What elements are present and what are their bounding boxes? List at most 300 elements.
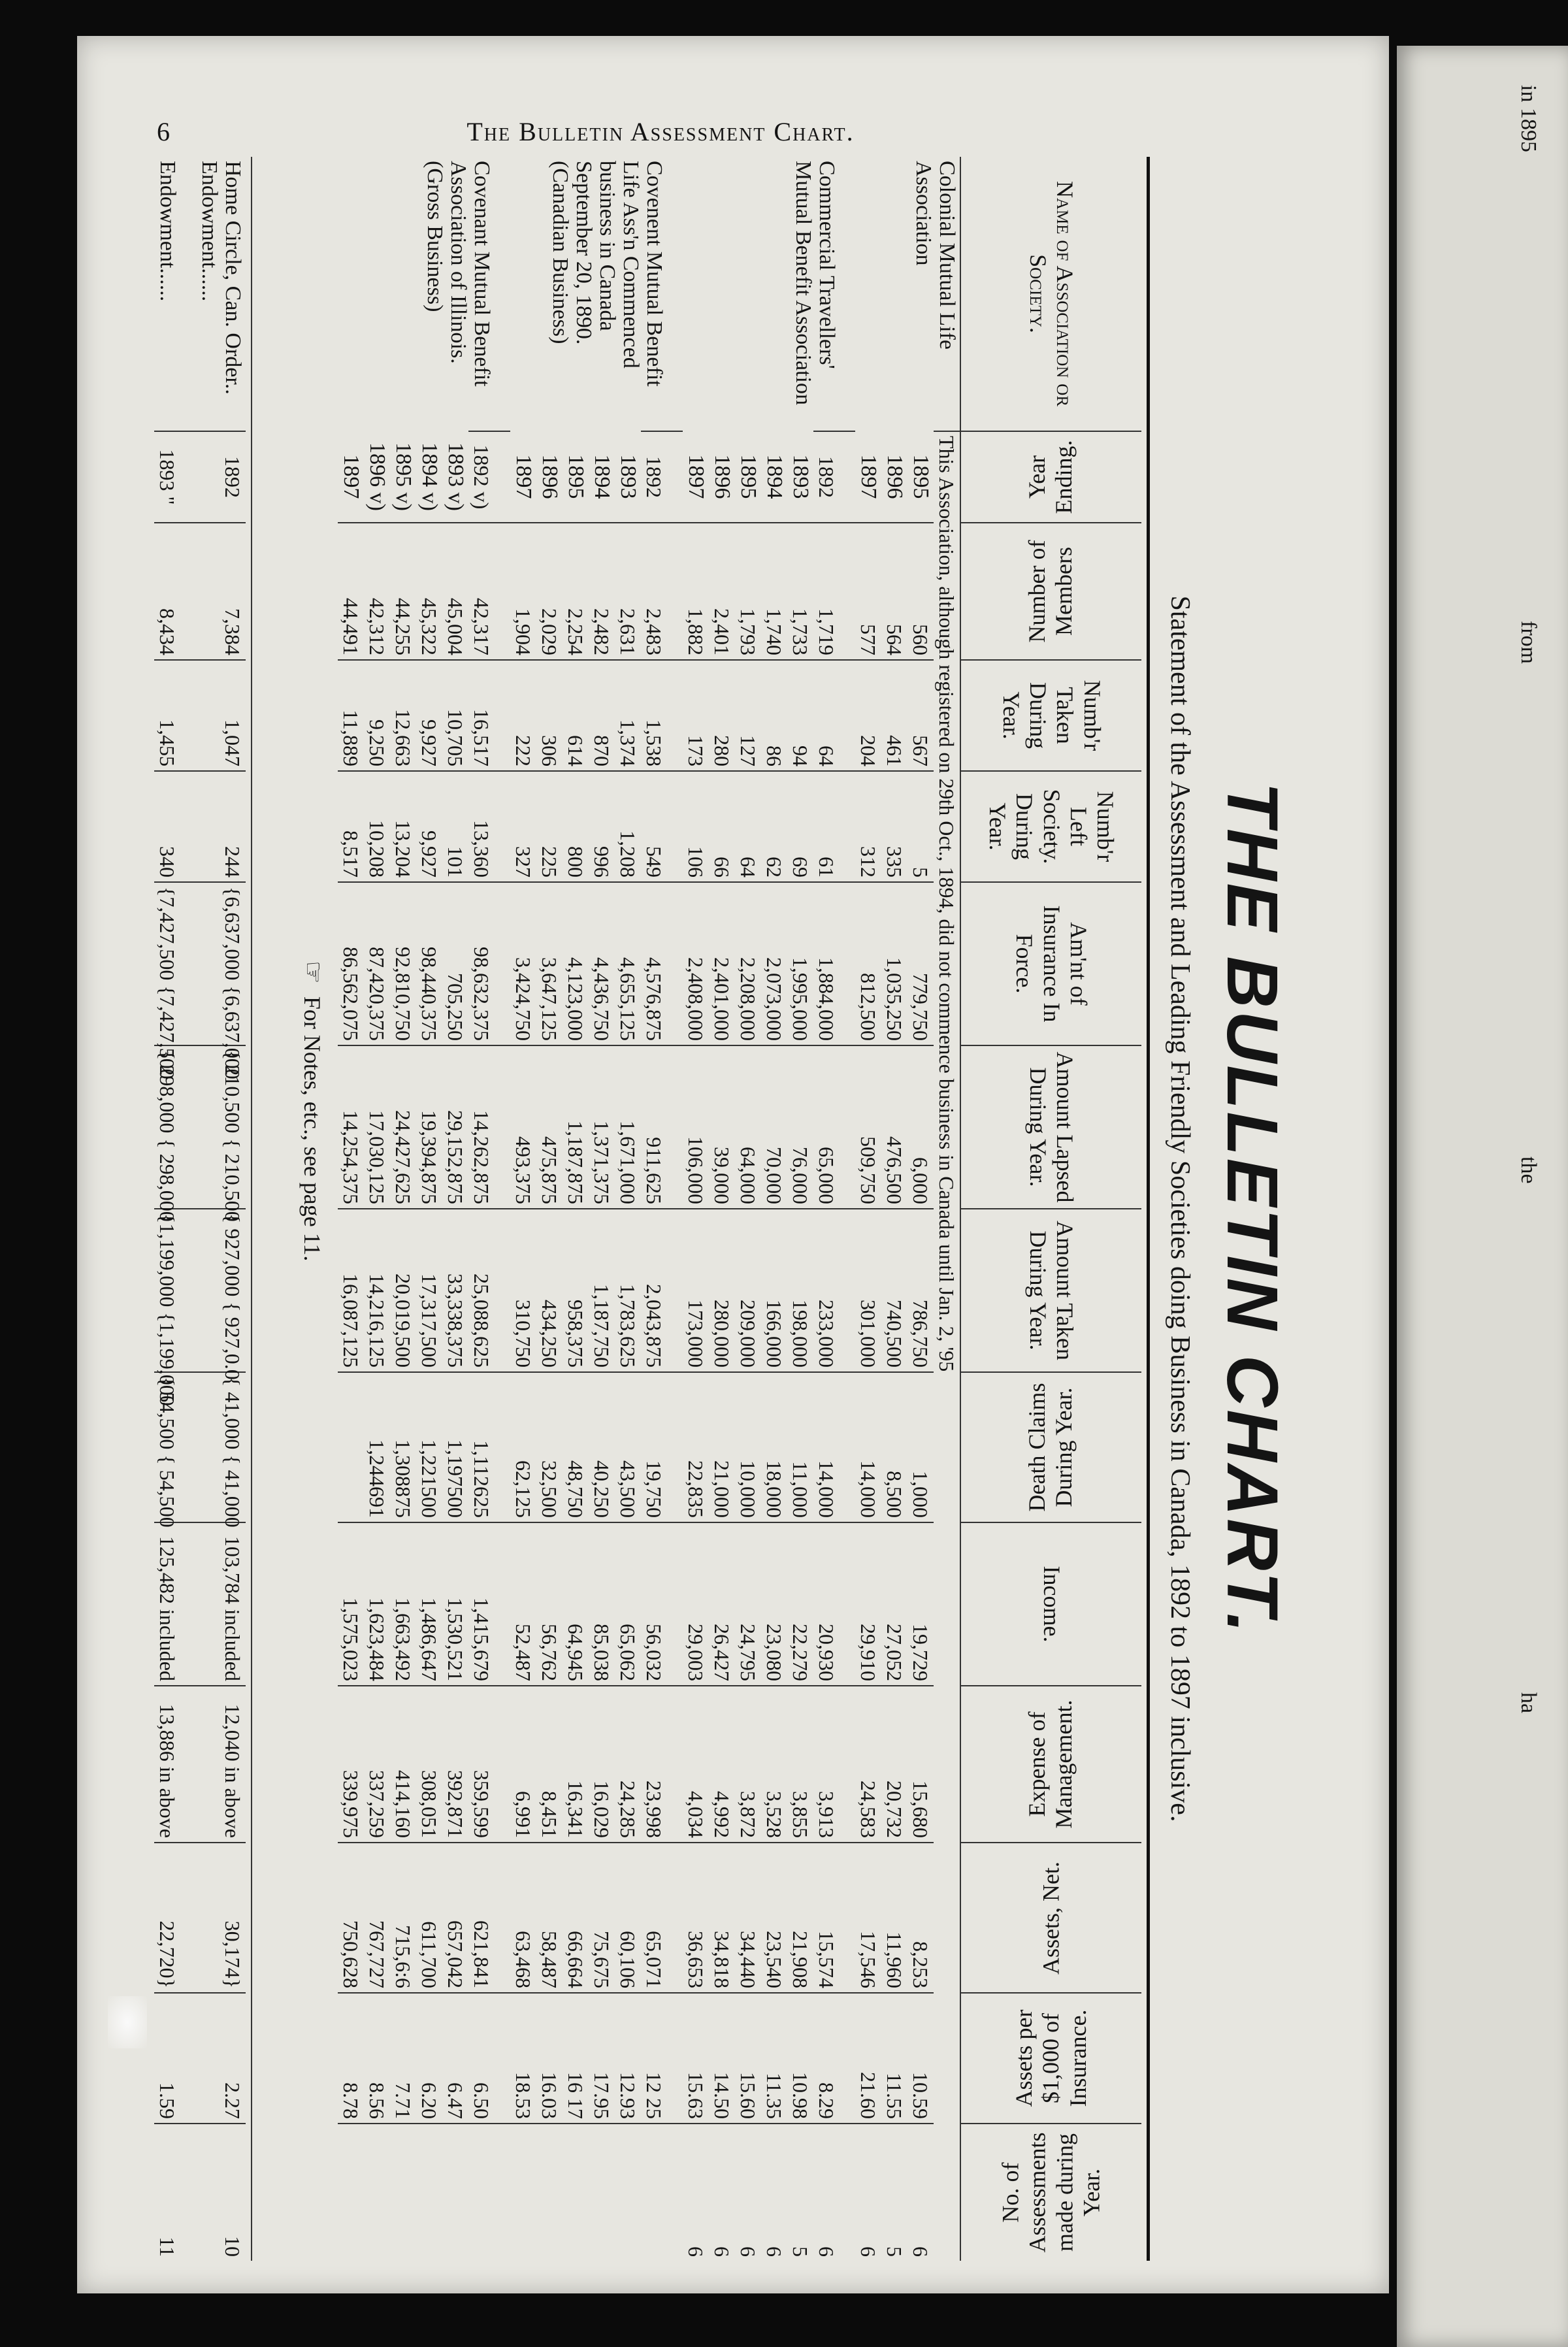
table-cell: 8,451: [536, 1686, 563, 1843]
facing-page-text: ha: [1516, 1692, 1541, 1714]
table-cell: 204: [855, 660, 881, 771]
table-cell: 1,575,023: [338, 1522, 364, 1686]
table-cell: 13,360: [468, 771, 510, 882]
table-cell: 21,908: [787, 1843, 813, 1993]
table-cell: 12,040 in above: [196, 1686, 246, 1843]
table-cell: 337,259: [364, 1686, 390, 1843]
notes-text: For Notes, etc., see page 11.: [299, 996, 325, 1262]
table-cell: {1,199,000 {1,199,000: [154, 1209, 196, 1372]
table-cell: { 298,000 { 298,000: [154, 1045, 196, 1209]
table-cell: 1894: [762, 454, 787, 499]
table-cell: 2,408,000: [683, 882, 709, 1045]
table-cell: 1,486,647: [416, 1522, 442, 1686]
table-cell: 44,491: [338, 523, 364, 660]
col-income: Income.: [960, 1522, 1141, 1686]
table-cell: 2,483: [641, 523, 683, 660]
table-cell: 800: [563, 771, 589, 882]
table-cell: 1895: [909, 454, 933, 499]
table-cell: 1,719: [813, 523, 855, 660]
running-head: [157, 116, 1313, 147]
table-cell: 2,631: [615, 523, 641, 660]
table-cell: 11,960: [881, 1843, 907, 1993]
table-cell: 29,003: [683, 1522, 709, 1686]
table-cell: [390, 2124, 416, 2261]
table-cell: 1895: [564, 454, 588, 499]
table-row: [196, 157, 246, 2261]
table-cell: [338, 2124, 364, 2261]
table-cell: 476,500: [881, 1045, 907, 1209]
table-cell: 1,035,250: [881, 882, 907, 1045]
table-cell: 101: [442, 771, 468, 882]
chart-subtitle: Statement of the Assessment and Leading Friendly Societies doing Business in Canada, 1892 to 1897 inclusive.: [1165, 595, 1195, 1822]
table-cell: 3,424,750: [510, 882, 536, 1045]
table-cell: 2,073,000: [761, 882, 787, 1045]
table-cell: 225: [536, 771, 563, 882]
table-cell: 812,500: [855, 882, 881, 1045]
table-cell: 6,000: [907, 1045, 934, 1209]
table-row: [615, 157, 641, 2261]
col-insurance: Am'nt of Insurance In Force.: [960, 882, 1141, 1045]
table-cell: 15.63: [683, 1993, 709, 2124]
society-name: Covenent Mutual Benefit Life Ass'n Commenced business in Canada September 20, 1890. (Canadian Business): [548, 161, 666, 387]
table-cell: 29,152,875: [442, 1045, 468, 1209]
table-cell: 1,904: [510, 523, 536, 660]
col-left: Numb'r Left Society. During Year.: [960, 771, 1141, 882]
table-cell: 173,000: [683, 1209, 709, 1372]
table-cell: 30,174}: [196, 1843, 246, 1993]
table-cell: 3,528: [761, 1686, 787, 1843]
table-row: [761, 157, 787, 2261]
table-row: [641, 157, 683, 2261]
table-row: [510, 157, 536, 2261]
table-cell: 45,004: [442, 523, 468, 660]
table-cell: 2,208,000: [735, 882, 761, 1045]
table-cell: 22,835: [683, 1372, 709, 1522]
table-cell: 11: [154, 2124, 196, 2261]
table-cell: 1,783,625: [615, 1209, 641, 1372]
table-cell: 1892: [196, 431, 246, 523]
table-cell: 48,750: [563, 1372, 589, 1522]
table-cell: [641, 2124, 683, 2261]
society-name: Covenant Mutual Benefit Association of Illinois. (Gross Business): [423, 161, 494, 387]
table-cell: 60,106: [615, 1843, 641, 1993]
table-cell: 335: [881, 771, 907, 882]
table-cell: 475,875: [536, 1045, 563, 1209]
table-cell: 33,338,375: [442, 1209, 468, 1372]
table-cell: 8,253: [907, 1843, 934, 1993]
table-cell: 12,663: [390, 660, 416, 771]
table-cell: 4,992: [709, 1686, 735, 1843]
table-cell: 2.27: [196, 1993, 246, 2124]
table-cell: {6,637,000 {6,637,000: [196, 882, 246, 1045]
running-title: The Bulletin Assessment Chart.: [466, 117, 855, 146]
table-cell: 8.56: [364, 1993, 390, 2124]
table-cell: 6.20: [416, 1993, 442, 2124]
table-cell: 1,415,679: [468, 1522, 510, 1686]
table-row: [390, 157, 416, 2261]
table-cell: 6.47: [442, 1993, 468, 2124]
col-assets-per-1000: Assets per $1,000 of Insurance.: [960, 1993, 1141, 2124]
table-cell: 65,071: [641, 1843, 683, 1993]
table-cell: 4,123,000: [563, 882, 589, 1045]
table-row: [709, 157, 735, 2261]
table-cell: 45,322: [416, 523, 442, 660]
table-cell: 996: [589, 771, 615, 882]
table-cell: 16,087,125: [338, 1209, 364, 1372]
table-cell: 3,647,125: [536, 882, 563, 1045]
table-cell: { 41,000 { 41,000: [196, 1372, 246, 1522]
table-cell: 340: [154, 771, 196, 882]
table-cell: 24,427,625: [390, 1045, 416, 1209]
print-smudge: [108, 1996, 147, 2048]
table-cell: 779,750: [907, 882, 934, 1045]
table-cell: 1,374: [615, 660, 641, 771]
table-cell: 1896: [710, 454, 734, 499]
table-cell: 6: [735, 2124, 761, 2261]
table-cell: 1,000: [907, 1372, 934, 1522]
chart-title: THE BULLETIN CHART.: [1212, 781, 1292, 1636]
table-cell: 17,546: [855, 1843, 881, 1993]
table-cell: 65,000: [813, 1045, 855, 1209]
table-row: [563, 157, 589, 2261]
table-cell: 16,029: [589, 1686, 615, 1843]
table-cell: 10.98: [787, 1993, 813, 2124]
table-row: [881, 157, 907, 2261]
table-cell: 1894 v): [417, 442, 442, 511]
table-cell: 64,945: [563, 1522, 589, 1686]
table-cell: 15,680: [907, 1686, 934, 1843]
table-cell: 21.60: [855, 1993, 881, 2124]
table-cell: 549: [641, 771, 683, 882]
table-cell: 14,262,875: [468, 1045, 510, 1209]
table-cell: 11.35: [761, 1993, 787, 2124]
table-cell: 16,517: [468, 660, 510, 771]
table-cell: 6: [813, 2124, 855, 2261]
table-cell: 5: [907, 771, 934, 882]
col-members: Number of Members: [960, 523, 1141, 660]
table-cell: 76,000: [787, 1045, 813, 1209]
table-cell: 103,784 included: [196, 1522, 246, 1686]
table-cell: 280,000: [709, 1209, 735, 1372]
table-cell: 1,663,492: [390, 1522, 416, 1686]
table-cell: 564: [881, 523, 907, 660]
table-cell: 24,285: [615, 1686, 641, 1843]
table-cell: 306: [536, 660, 563, 771]
table-cell: 2,401,000: [709, 882, 735, 1045]
table-cell: 19,750: [641, 1372, 683, 1522]
table-row: [683, 157, 709, 2261]
table-cell: 14,216,125: [364, 1209, 390, 1372]
table-cell: 127: [735, 660, 761, 771]
table-header-row: [960, 157, 1141, 2261]
table-cell: 13,204: [390, 771, 416, 882]
table-cell: 312: [855, 771, 881, 882]
table-cell: 43,500: [615, 1372, 641, 1522]
table-cell: 5: [881, 2124, 907, 2261]
table-cell: 85,038: [589, 1522, 615, 1686]
assessment-table: [338, 157, 1141, 2261]
col-lapsed: Amount Lapsed During Year.: [960, 1045, 1141, 1209]
table-row: [416, 157, 442, 2261]
table-cell: 1892 v): [468, 431, 510, 523]
table-row: [536, 157, 563, 2261]
table-cell: 86: [761, 660, 787, 771]
table-cell: 6: [907, 2124, 934, 2261]
table-cell: 64,000: [735, 1045, 761, 1209]
table-cell: 5: [787, 2124, 813, 2261]
table-row: [338, 157, 364, 2261]
table-cell: { 927,000 { 927,0.0: [196, 1209, 246, 1372]
table-cell: 34,818: [709, 1843, 735, 1993]
table-cell: 10,000: [735, 1372, 761, 1522]
table-cell: 911,625: [641, 1045, 683, 1209]
table-cell: 1893 v): [444, 442, 468, 511]
table-cell: [615, 2124, 641, 2261]
table-cell: 1,187,750: [589, 1209, 615, 1372]
table-cell: 8,434: [154, 523, 196, 660]
page-number: 6: [157, 117, 171, 146]
table-cell: 29,910: [855, 1522, 881, 1686]
table-cell: 16,341: [563, 1686, 589, 1843]
table-cell: 198,000: [787, 1209, 813, 1372]
society-name: Commercial Travellers' Mutual Benefit Association: [791, 161, 839, 405]
facing-page-text: from: [1516, 621, 1541, 665]
table-cell: 1897: [857, 454, 881, 499]
table-cell: 1,882: [683, 523, 709, 660]
lower-table-body: [154, 157, 246, 2261]
table-cell: 16.03: [536, 1993, 563, 2124]
table-cell: 359,599: [468, 1686, 510, 1843]
table-cell: 32,500: [536, 1372, 563, 1522]
table-cell: 280: [709, 660, 735, 771]
table-cell: { 54,500 { 54,500: [154, 1372, 196, 1522]
table-cell: 44,255: [390, 523, 416, 660]
table-cell: 308,051: [416, 1686, 442, 1843]
facing-page-text: the: [1516, 1157, 1541, 1184]
table-cell: 2,401: [709, 523, 735, 660]
table-cell: 61: [813, 771, 855, 882]
table-cell: 9,927: [416, 771, 442, 882]
table-cell: 567: [907, 660, 934, 771]
table-cell: 1896: [538, 454, 562, 499]
table-cell: 7.71: [390, 1993, 416, 2124]
table-cell: 715,6:6: [390, 1843, 416, 1993]
table-cell: 20,930: [813, 1522, 855, 1686]
table-cell: 14,000: [813, 1372, 855, 1522]
table-cell: 1.59: [154, 1993, 196, 2124]
table-cell: 560: [907, 523, 934, 660]
col-assessments: No. of Assessments made during Year.: [960, 2124, 1141, 2261]
table-cell: 20,019,500: [390, 1209, 416, 1372]
table-cell: 98,632,375: [468, 882, 510, 1045]
table-cell: 4,655,125: [615, 882, 641, 1045]
table-cell: 15.60: [735, 1993, 761, 2124]
table-row: [442, 157, 468, 2261]
table-cell: 12.93: [615, 1993, 641, 2124]
table-cell: 1897: [339, 454, 363, 499]
table-cell: 1,197500: [442, 1372, 468, 1522]
table-row: [735, 157, 761, 2261]
table-cell: {7,427,500 {7,427,500: [154, 882, 196, 1045]
table-cell: 64: [813, 660, 855, 771]
table-cell: 1897: [512, 454, 536, 499]
table-cell: 66: [709, 771, 735, 882]
table-cell: 98,440,375: [416, 882, 442, 1045]
table-cell: 6: [683, 2124, 709, 2261]
table-row: [855, 157, 881, 2261]
table-cell: 75,675: [589, 1843, 615, 1993]
table-cell: 11.55: [881, 1993, 907, 2124]
table-cell: 23,080: [761, 1522, 787, 1686]
table-cell: [364, 2124, 390, 2261]
table-cell: 66,664: [563, 1843, 589, 1993]
col-death-claims: Death Claims During Year.: [960, 1372, 1141, 1522]
table-cell: 1,530,521: [442, 1522, 468, 1686]
table-cell: [468, 2124, 510, 2261]
table-cell: { 210,500 { 210,500: [196, 1045, 246, 1209]
table-cell: 1,221500: [416, 1372, 442, 1522]
table-cell: 24,583: [855, 1686, 881, 1843]
table-cell: 1,187,875: [563, 1045, 589, 1209]
table-cell: 17.95: [589, 1993, 615, 2124]
table-cell: 1,995,000: [787, 882, 813, 1045]
table-cell: 1894: [590, 454, 614, 499]
table-cell: 63,468: [510, 1843, 536, 1993]
table-cell: 17,317,500: [416, 1209, 442, 1372]
table-cell: 1,244691: [364, 1372, 390, 1522]
table-cell: 22,279: [787, 1522, 813, 1686]
table-cell: 209,000: [735, 1209, 761, 1372]
table-cell: 3,872: [735, 1686, 761, 1843]
table-cell: 1,047: [196, 660, 246, 771]
table-cell: 1,740: [761, 523, 787, 660]
table-cell: 657,042: [442, 1843, 468, 1993]
table-cell: 1,733: [787, 523, 813, 660]
pointing-hand-icon: ☞: [299, 960, 328, 984]
table-cell: [536, 2124, 563, 2261]
table-cell: 4,436,750: [589, 882, 615, 1045]
table-cell: 10,208: [364, 771, 390, 882]
table-cell: 786,750: [907, 1209, 934, 1372]
table-cell: 16 17: [563, 1993, 589, 2124]
table-cell: 1,623,484: [364, 1522, 390, 1686]
facing-page: [1397, 46, 1568, 2347]
table-cell: 1896: [883, 454, 907, 499]
table-cell: 52,487: [510, 1522, 536, 1686]
table-cell: 233,000: [813, 1209, 855, 1372]
table-cell: 56,762: [536, 1522, 563, 1686]
table-cell: 339,975: [338, 1686, 364, 1843]
table-cell: 1,308875: [390, 1372, 416, 1522]
table-cell: 750,628: [338, 1843, 364, 1993]
table-cell: 577: [855, 523, 881, 660]
table-cell: 42,317: [468, 523, 510, 660]
table-cell: 621,841: [468, 1843, 510, 1993]
top-rule: [1147, 157, 1150, 2261]
table-cell: 1892: [641, 431, 683, 523]
table-cell: 69: [787, 771, 813, 882]
table-cell: 1896 v): [365, 442, 389, 511]
table-cell: 9,927: [416, 660, 442, 771]
table-cell: 1,538: [641, 660, 683, 771]
table-cell: 94: [787, 660, 813, 771]
table-cell: 244: [196, 771, 246, 882]
table-cell: 1,793: [735, 523, 761, 660]
table-cell: 39,000: [709, 1045, 735, 1209]
table-cell: [563, 2124, 589, 2261]
table-cell: 1,208: [615, 771, 641, 882]
col-name: Name of Association or Society.: [960, 157, 1141, 431]
table-cell: 4,034: [683, 1686, 709, 1843]
table-cell: 8.78: [338, 1993, 364, 2124]
table-cell: 62: [761, 771, 787, 882]
table-cell: 222: [510, 660, 536, 771]
table-cell: 6: [709, 2124, 735, 2261]
table-cell: 173: [683, 660, 709, 771]
table-cell: 19,394,875: [416, 1045, 442, 1209]
table-cell: 392,871: [442, 1686, 468, 1843]
table-cell: 493,375: [510, 1045, 536, 1209]
table-cell: [338, 1372, 364, 1522]
table-cell: 4,576,875: [641, 882, 683, 1045]
table-cell: 1,671,000: [615, 1045, 641, 1209]
col-taken: Numb'r Taken During Year.: [960, 660, 1141, 771]
table-cell: 6,991: [510, 1686, 536, 1843]
table-cell: 17,030,125: [364, 1045, 390, 1209]
table-cell: 2,482: [589, 523, 615, 660]
table-cell: 509,750: [855, 1045, 881, 1209]
table-cell: 8,517: [338, 771, 364, 882]
table-cell: 27,052: [881, 1522, 907, 1686]
table-cell: 166,000: [761, 1209, 787, 1372]
table-cell: 56,032: [641, 1522, 683, 1686]
table-cell: 1895 v): [391, 442, 416, 511]
table-cell: 21,000: [709, 1372, 735, 1522]
table-cell: 20,732: [881, 1686, 907, 1843]
table-cell: 1893 ": [154, 431, 196, 523]
table-cell: [510, 2124, 536, 2261]
table-cell: 310,750: [510, 1209, 536, 1372]
table-cell: 87,420,375: [364, 882, 390, 1045]
table-cell: 301,000: [855, 1209, 881, 1372]
table-cell: 26,427: [709, 1522, 735, 1686]
table-cell: 14,000: [855, 1372, 881, 1522]
society-name: Endowment......: [155, 161, 180, 302]
table-row: [907, 157, 934, 2261]
table-cell: 8.29: [813, 1993, 855, 2124]
society-name: Home Circle, Can. Order.. Endowment......: [197, 161, 245, 395]
col-amount-taken: Amount Taken During Year.: [960, 1209, 1141, 1372]
table-cell: 2,043,875: [641, 1209, 683, 1372]
table-cell: 1,455: [154, 660, 196, 771]
lower-rule: [251, 157, 252, 2261]
table-cell: 767,727: [364, 1843, 390, 1993]
table-row: [589, 157, 615, 2261]
table-cell: 24,795: [735, 1522, 761, 1686]
table-cell: [416, 2124, 442, 2261]
notes-line: [298, 960, 329, 2274]
table-cell: 62,125: [510, 1372, 536, 1522]
table-cell: 36,653: [683, 1843, 709, 1993]
table-cell: 1893: [789, 454, 813, 499]
table-cell: 25,088,625: [468, 1209, 510, 1372]
table-cell: 705,250: [442, 882, 468, 1045]
col-assets: Assets, Net.: [960, 1843, 1141, 1993]
table-cell: 7,384: [196, 523, 246, 660]
table-cell: 23,998: [641, 1686, 683, 1843]
table-cell: 3,855: [787, 1686, 813, 1843]
rotated-chart-block: [155, 144, 1300, 2274]
